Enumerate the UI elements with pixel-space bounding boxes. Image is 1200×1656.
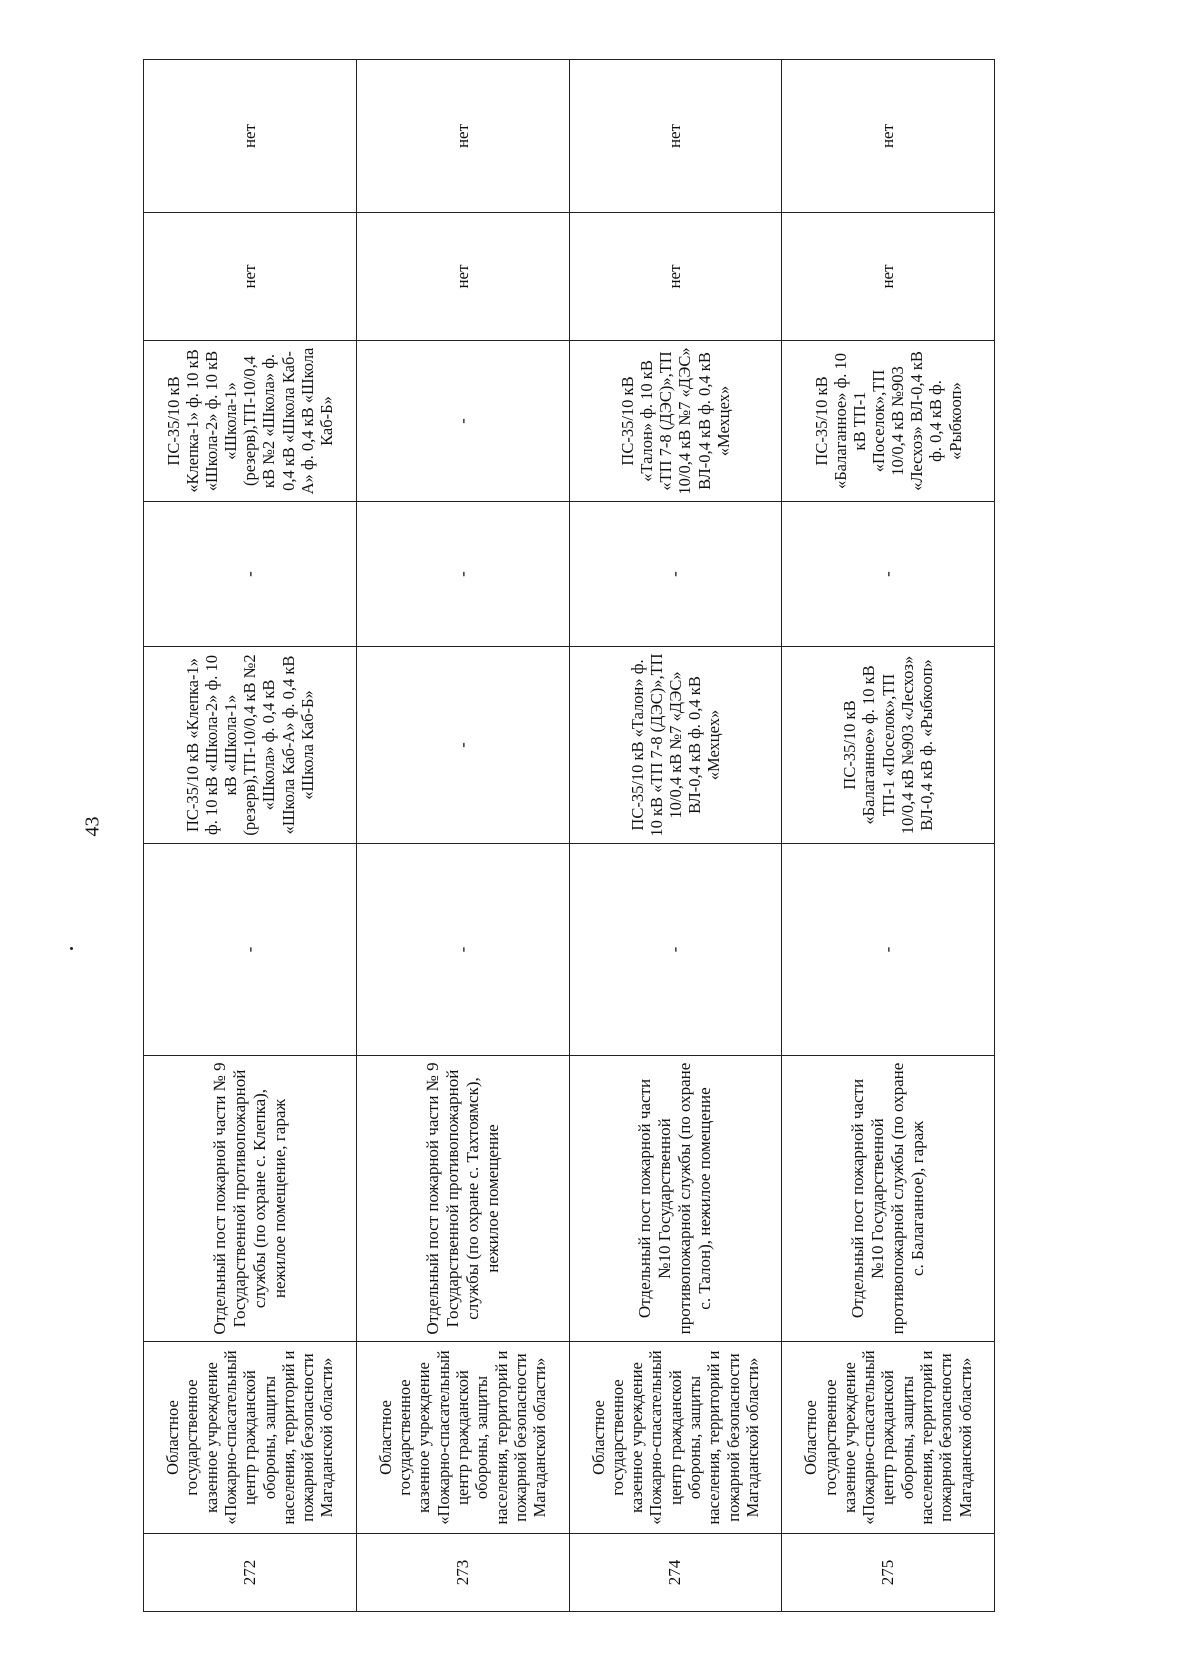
row-number: 273 (356, 1534, 569, 1612)
power-supply-cell: ПС-35/10 кВ «Балаганное» ф. 10 кВ ТП-1 «Поселок»,ТП 10/0,4 кВ №903 «Лесхоз» ВЛ-0,4 кВ ф. «Рыбкооп» (782, 647, 995, 844)
table-row-275 (782, 60, 995, 1612)
column-9-cell: нет (782, 60, 995, 213)
organization-cell: Областное государственное казенное учреждение «Пожарно-спасательный центр гражданской обороны, защиты населения, территорий и пожарной безопасности Магаданской области» (569, 1342, 782, 1534)
power-supply-cell: ПС-35/10 кВ «Талон» ф. 10 кВ «ТП 7-8 (ДЭС)»,ТП 10/0,4 кВ №7 «ДЭС» ВЛ-0,4 кВ ф. 0,4 кВ «Мехцех» (569, 647, 782, 844)
object-cell: Отдельный пост пожарной части №10 Государственной противопожарной службы (по охране с. Талон), нежилое помещение (569, 1056, 782, 1342)
column-6-cell: - (569, 502, 782, 647)
table-row-272 (144, 60, 357, 1612)
rotated-table (143, 60, 995, 1612)
object-cell: Отдельный пост пожарной части № 9 Государственной противопожарной службы (по охране с. Тахтоямск), нежилое помещение (356, 1056, 569, 1342)
column-8-cell: нет (356, 213, 569, 341)
column-6-cell: - (144, 502, 357, 647)
column-6-cell: - (782, 502, 995, 647)
row-number: 274 (569, 1534, 782, 1612)
column-4-cell: - (144, 844, 357, 1056)
organization-cell: Областное государственное казенное учреждение «Пожарно-спасательный центр гражданской обороны, защиты населения, территорий и пожарной безопасности Магаданской области» (144, 1342, 357, 1534)
power-supply-cell-2: - (356, 341, 569, 502)
row-number: 272 (144, 1534, 357, 1612)
organization-cell: Областное государственное казенное учреждение «Пожарно-спасательный центр гражданской обороны, защиты населения, территорий и пожарной безопасности Магаданской области» (356, 1342, 569, 1534)
power-supply-cell: - (356, 647, 569, 844)
object-cell: Отдельный пост пожарной части №10 Государственной противопожарной службы (по охране с. Балаганное), гараж (782, 1056, 995, 1342)
column-4-cell: - (782, 844, 995, 1056)
page-number: 43 (81, 816, 104, 837)
organization-cell: Областное государственное казенное учреждение «Пожарно-спасательный центр гражданской обороны, защиты населения, территорий и пожарной безопасности Магаданской области» (782, 1342, 995, 1534)
table-row-274 (569, 60, 782, 1612)
power-supply-cell-2: ПС-35/10 кВ «Талон» ф. 10 кВ «ТП 7-8 (ДЭС)»,ТП 10/0,4 кВ №7 «ДЭС» ВЛ-0,4 кВ ф. 0,4 кВ «Мехцех» (569, 341, 782, 502)
power-supply-cell-2: ПС-35/10 кВ «Клепка-1» ф. 10 кВ «Школа-2» ф. 10 кВ «Школа-1» (резерв),ТП-10/0,4 кВ №2 «Школа» ф. 0,4 кВ «Школа Каб-А» ф. 0,4 кВ «Школа Каб-Б» (144, 341, 357, 502)
power-supply-cell-2: ПС-35/10 кВ «Балаганное» ф. 10 кВ ТП-1 «Поселок»,ТП 10/0,4 кВ №903 «Лесхоз» ВЛ-0,4 кВ ф. 0,4 кВ ф. «Рыбкооп» (782, 341, 995, 502)
column-8-cell: нет (569, 213, 782, 341)
column-4-cell: - (356, 844, 569, 1056)
column-8-cell: нет (144, 213, 357, 341)
row-number: 275 (782, 1534, 995, 1612)
table-row-273 (356, 60, 569, 1612)
column-4-cell: - (569, 844, 782, 1056)
column-8-cell: нет (782, 213, 995, 341)
scan-dot (70, 947, 73, 950)
data-table (143, 59, 995, 1612)
table-container (143, 60, 995, 1612)
column-9-cell: нет (569, 60, 782, 213)
power-supply-cell: ПС-35/10 кВ «Клепка-1» ф. 10 кВ «Школа-2» ф. 10 кВ «Школа-1» (резерв),ТП-10/0,4 кВ №2 «Школа» ф. 0,4 кВ «Школа Каб-А» ф. 0,4 кВ «Школа Каб-Б» (144, 647, 357, 844)
column-9-cell: нет (144, 60, 357, 213)
object-cell: Отдельный пост пожарной части № 9 Государственной противопожарной службы (по охране с. Клепка), нежилое помещение, гараж (144, 1056, 357, 1342)
column-9-cell: нет (356, 60, 569, 213)
column-6-cell: - (356, 502, 569, 647)
